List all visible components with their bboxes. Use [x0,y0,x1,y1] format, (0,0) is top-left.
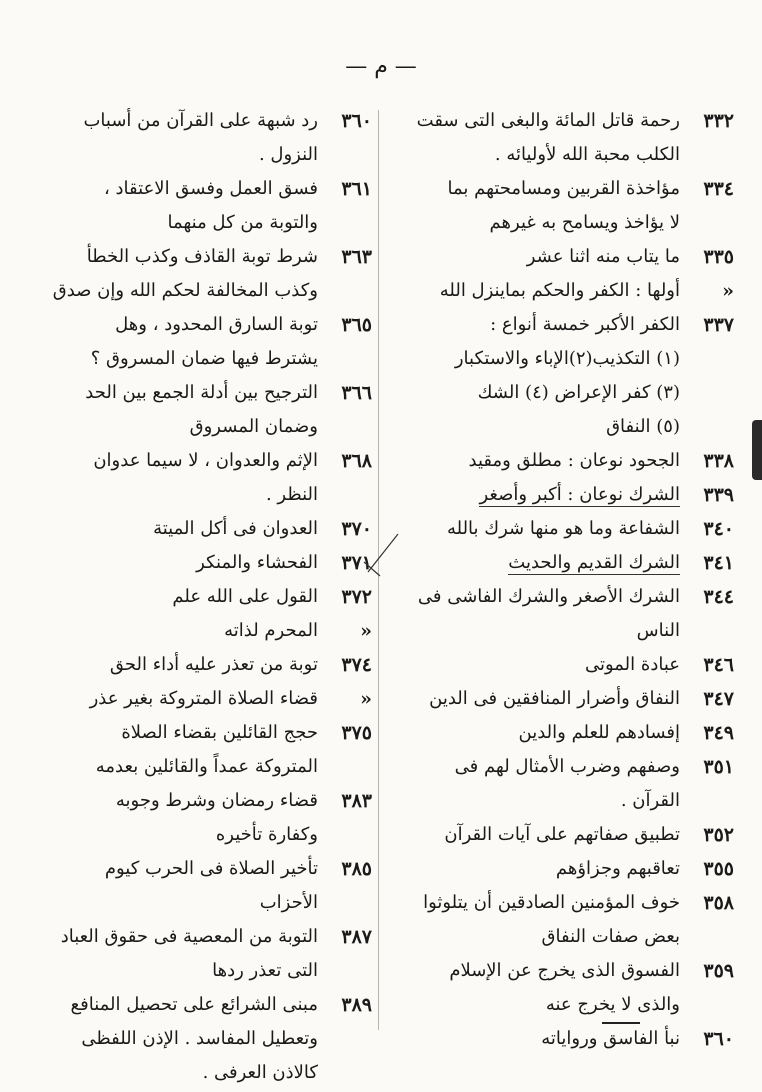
entry-title: فسق العمل وفسق الاعتقاد ، [104,178,318,199]
index-entry [382,818,734,852]
entry-page-number: ٣٥٢ [703,824,734,846]
entry-title: شرط توبة القاذف وكذب الخطأ [86,246,318,267]
page-number: — م — [345,54,417,79]
entry-title: الناس [636,620,680,641]
entry-title: الشفاعة وما هو منها شرك بالله [446,518,680,539]
entry-title: المحرم لذاته [224,620,318,641]
index-entry [16,818,372,852]
index-entry [382,172,734,206]
index-entry [382,920,734,954]
index-entry [16,648,372,682]
index-entry [382,954,734,988]
entry-title: النظر . [265,484,318,505]
index-entry [382,376,734,410]
index-entry [16,478,372,512]
index-entry [382,614,734,648]
index-entry [382,138,734,172]
index-entry [382,784,734,818]
scan-edge-shadow [752,420,762,480]
index-entry [16,852,372,886]
entry-title: العدوان فى أكل الميتة [153,518,318,539]
entry-page-number: ٣٨٥ [341,858,372,880]
entry-page-number: ٣٥١ [703,756,734,778]
index-entry [382,580,734,614]
entry-page-number: ٣٤٧ [703,688,734,710]
entry-title: الجحود نوعان : مطلق ومقيد [468,450,680,471]
entry-title: الترجيح بين أدلة الجمع بين الحد [85,382,318,403]
index-entry [382,308,734,342]
entry-title: الفسوق الذى يخرج عن الإسلام [449,960,680,981]
entry-title: لا يؤاخذ ويسامح به غيرهم [489,212,680,233]
index-entry [16,444,372,478]
pencil-mark-icon [362,532,402,578]
entry-page-number: « [360,620,372,642]
index-entry [382,478,734,512]
entry-page-number: ٣٧٢ [341,586,372,608]
index-entry [16,138,372,172]
entry-title: نبأ الفاسق ورواياته [541,1028,680,1049]
index-entry [16,988,372,1022]
entry-page-number: ٣٤٦ [703,654,734,676]
entry-title [382,546,680,580]
index-entry [16,614,372,648]
index-entry [382,546,734,580]
index-entry [16,240,372,274]
entry-title [382,478,680,512]
index-entry [16,512,372,546]
entry-page-number: ٣٥٨ [703,892,734,914]
end-underline [602,1022,640,1024]
index-entry [382,682,734,716]
entry-title: إفسادهم للعلم والدين [518,722,680,743]
entry-title: تأخير الصلاة فى الحرب كيوم [104,858,318,879]
entry-title: خوف المؤمنين الصادقين أن يتلوثوا [423,892,680,913]
index-entry [382,1022,734,1056]
entry-page-number: ٣٣٥ [703,246,734,268]
entry-title: مبنى الشرائع على تحصيل المنافع [70,994,318,1015]
entry-title: الأحزاب [259,892,318,913]
index-entry [382,648,734,682]
entry-title: الفحشاء والمنكر [196,552,318,573]
index-entry [16,954,372,988]
entry-page-number: ٣٧١ [341,552,372,574]
entry-title: توبة السارق المحدود ، وهل [115,314,318,335]
entry-title: تعاقبهم وجزاؤهم [555,858,680,879]
entry-title: وضمان المسروق [189,416,318,437]
entry-title: (١) التكذيب(٢)الإباء والاستكبار [454,348,680,369]
entry-title: القرآن . [620,790,680,811]
entry-page-number: ٣٤٩ [703,722,734,744]
entry-title: رد شبهة على القرآن من أسباب [83,110,318,131]
entry-page-number: « [722,280,734,302]
entry-title-underlined: الشرك نوعان : أكبر وأصغر [479,484,680,505]
entry-page-number: ٣٥٩ [703,960,734,982]
index-entry [16,410,372,444]
entry-title: النزول . [258,144,318,165]
entry-page-number: ٣٦٠ [341,110,372,132]
entry-title: النفاق وأضرار المنافقين فى الدين [429,688,680,709]
entry-title: وصفهم وضرب الأمثال لهم فى [454,756,680,777]
index-entry [382,206,734,240]
index-entry [16,682,372,716]
entry-page-number: ٣٧٥ [341,722,372,744]
index-entry [382,716,734,750]
index-entry [16,376,372,410]
entry-title: الإثم والعدوان ، لا سيما عدوان [93,450,318,471]
index-entry [16,580,372,614]
entry-page-number: ٣٨٧ [341,926,372,948]
index-entry [16,274,372,308]
entry-title: مؤاخذة القربين ومسامحتهم بما [447,178,680,199]
entry-page-number: ٣٦٥ [341,314,372,336]
entry-title: (٣) كفر الإعراض (٤) الشك [477,382,680,403]
entry-page-number: ٣٦٣ [341,246,372,268]
entry-page-number: ٣٨٩ [341,994,372,1016]
index-column-right [382,104,734,1056]
index-entry [16,750,372,784]
index-entry [16,104,372,138]
entry-title: وكفارة تأخيره [215,824,318,845]
index-entry [382,104,734,138]
entry-title: التى تعذر ردها [212,960,318,981]
index-entry [382,988,734,1022]
entry-page-number: ٣٦٦ [341,382,372,404]
entry-title: ما يتاب منه اثنا عشر [526,246,680,267]
entry-page-number: ٣٣٨ [703,450,734,472]
index-entry [382,240,734,274]
index-entry [16,1022,372,1056]
entry-title: القول على الله علم [172,586,318,607]
entry-page-number: ٣٣٤ [703,178,734,200]
entry-title: قضاء رمضان وشرط وجوبه [115,790,318,811]
entry-page-number: ٣٥٥ [703,858,734,880]
entry-title: قضاء الصلاة المتروكة بغير عذر [89,688,318,709]
index-entry [382,886,734,920]
entry-title: يشترط فيها ضمان المسروق ؟ [90,348,318,369]
entry-title: التوبة من المعصية فى حقوق العباد [60,926,318,947]
entry-page-number: ٣٧٤ [341,654,372,676]
entry-title: حجج القائلين بقضاء الصلاة [121,722,318,743]
entry-page-number: ٣٦١ [341,178,372,200]
entry-title: والتوبة من كل منهما [167,212,318,233]
index-entry [16,308,372,342]
index-entry [16,716,372,750]
entry-page-number: ٣٨٣ [341,790,372,812]
entry-title: الشرك الأصغر والشرك الفاشى فى [417,586,680,607]
entry-title: كالاذن العرفى . [202,1062,318,1083]
entry-title: والذى لا يخرج عنه [545,994,680,1015]
entry-title-underlined: الشرك القديم والحديث [508,552,680,573]
entry-page-number: ٣٦٨ [341,450,372,472]
index-entry [382,410,734,444]
index-entry [16,920,372,954]
entry-title: توبة من تعذر عليه أداء الحق [109,654,318,675]
entry-page-number: ٣٧٠ [341,518,372,540]
entry-title: الكفر الأكبر خمسة أنواع : [490,314,680,335]
entry-page-number: ٣٣٩ [703,484,734,506]
index-entry [382,512,734,546]
index-column-left [16,104,372,1090]
index-entry [382,750,734,784]
index-entry [382,342,734,376]
index-entry [382,444,734,478]
entry-title: بعض صفات النفاق [541,926,680,947]
index-entry [382,274,734,308]
entry-title: عبادة الموتى [584,654,680,675]
entry-page-number: ٣٤٠ [703,518,734,540]
entry-page-number: ٣٤٤ [703,586,734,608]
index-entry [16,172,372,206]
index-entry [16,784,372,818]
index-entry [16,206,372,240]
entry-title: (٥) النفاق [606,416,680,437]
entry-title: رحمة قاتل المائة والبغى التى سقت [416,110,680,131]
index-entry [16,1056,372,1090]
index-entry [382,852,734,886]
entry-title: أولها : الكفر والحكم بماينزل الله [439,280,680,301]
index-entry [16,342,372,376]
entry-page-number: ٣٣٧ [703,314,734,336]
entry-title: المتروكة عمداً والقائلين بعدمه [95,756,318,777]
index-entry [16,886,372,920]
entry-title: الكلب محبة الله لأوليائه . [494,144,680,165]
index-entry [16,546,372,580]
entry-title: تطبيق صفاتهم على آيات القرآن [444,824,680,845]
entry-page-number: ٣٤١ [703,552,734,574]
entry-page-number: ٣٦٠ [703,1028,734,1050]
entry-title: وتعطيل المفاسد . الإذن اللفظى [81,1028,318,1049]
entry-page-number: ٣٣٢ [703,110,734,132]
entry-page-number: « [360,688,372,710]
entry-title: وكذب المخالفة لحكم الله وإن صدق [52,280,318,301]
